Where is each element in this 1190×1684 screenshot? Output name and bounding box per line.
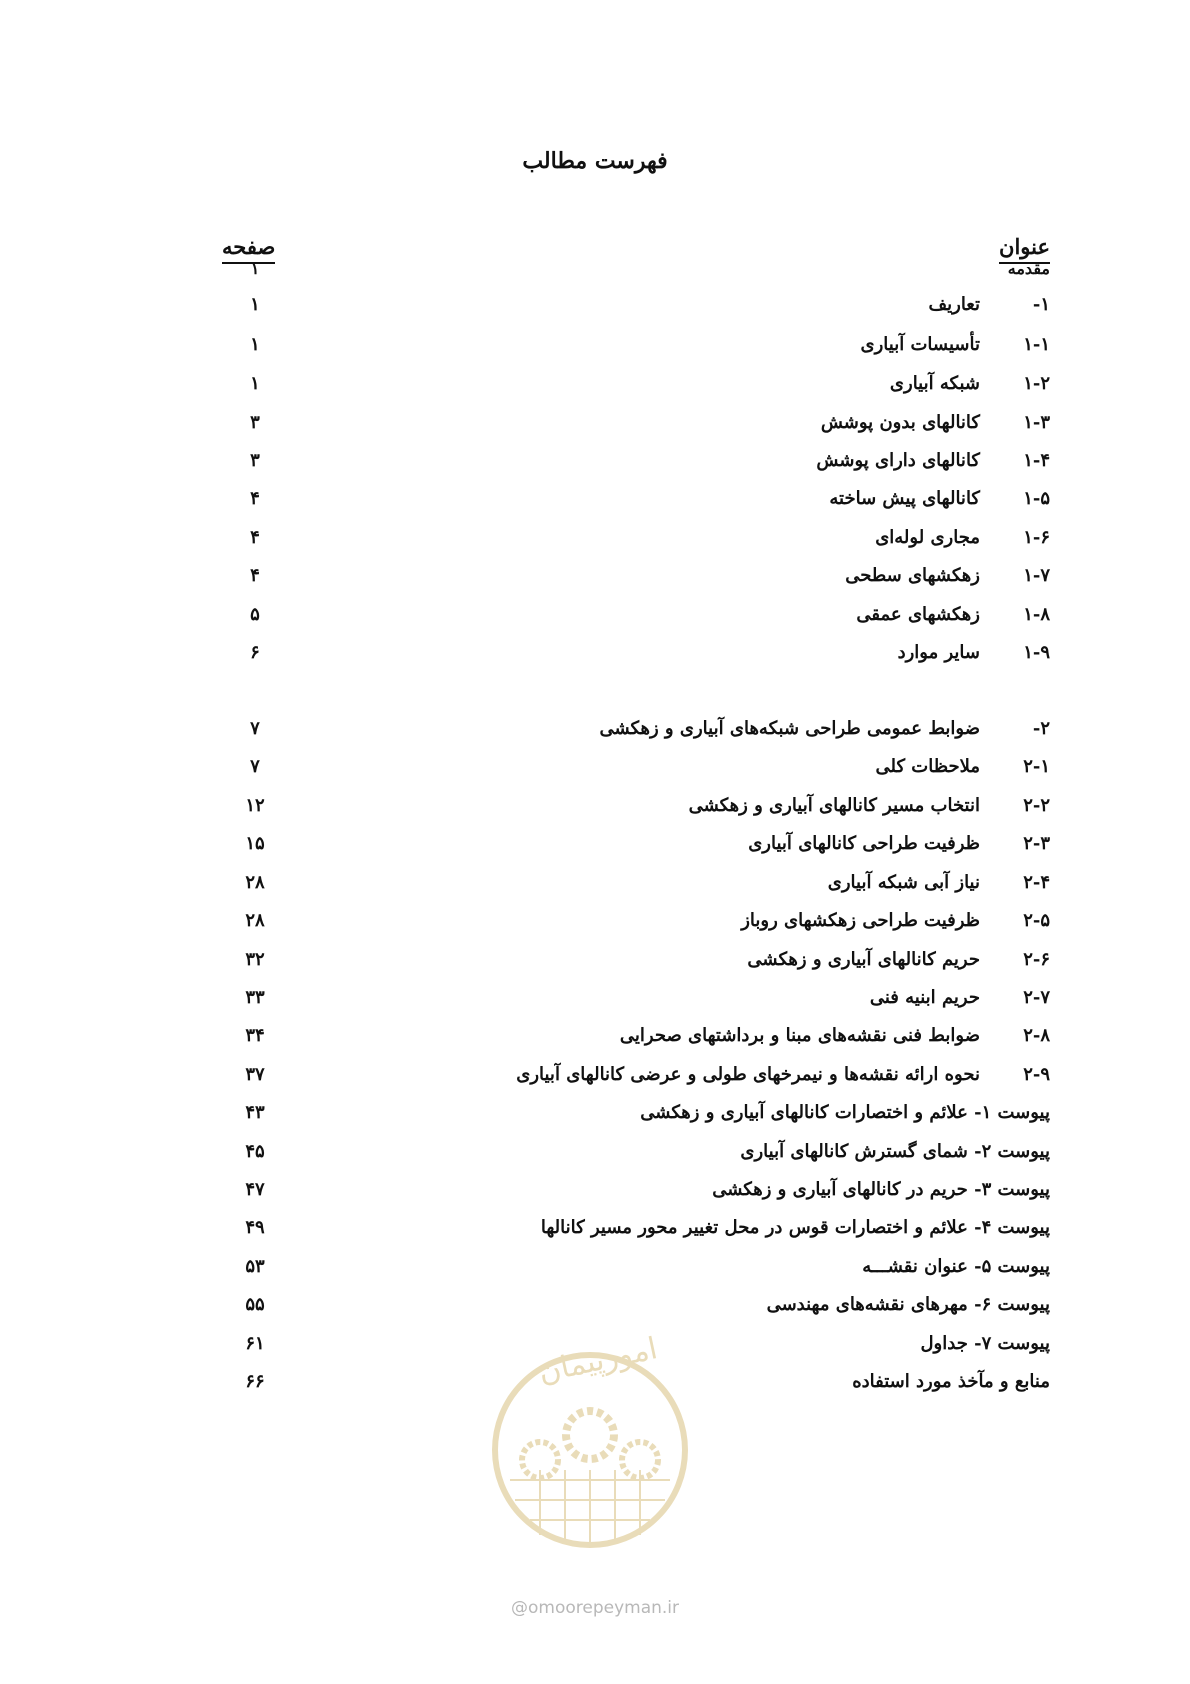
toc-entry-number: ۱-۶ xyxy=(1023,527,1050,548)
toc-entry[interactable] xyxy=(0,1060,1190,1090)
toc-entry-page: ۴ xyxy=(250,565,260,586)
toc-entry-number: ۱- xyxy=(1032,294,1050,315)
toc-entry-number: ۲-۴ xyxy=(1023,872,1050,893)
toc-appendix-title: پیوست ۷- جداول xyxy=(920,1333,1050,1354)
toc-entry[interactable] xyxy=(0,290,1190,320)
toc-entry-title: حریم ابنیه فنی xyxy=(869,987,980,1008)
toc-entry[interactable] xyxy=(0,523,1190,553)
toc-entry[interactable] xyxy=(0,561,1190,591)
toc-appendix-title: پیوست ۶- مهرهای نقشه‌های مهندسی xyxy=(766,1294,1050,1315)
toc-entry-number: ۲- xyxy=(1032,718,1050,739)
toc-appendix-page: ۵۳ xyxy=(245,1256,265,1277)
toc-entry[interactable] xyxy=(0,945,1190,975)
toc-appendix[interactable] xyxy=(0,1098,1190,1128)
toc-entry-title: تعاریف xyxy=(928,294,980,315)
toc-appendix[interactable] xyxy=(0,1252,1190,1282)
toc-entry-page: ۳۴ xyxy=(245,1025,265,1046)
toc-entry-number: ۲-۱ xyxy=(1023,756,1050,777)
toc-entry-page: ۱ xyxy=(250,294,260,315)
toc-entry-number: ۲-۶ xyxy=(1023,949,1050,970)
toc-entry-number: ۲-۲ xyxy=(1023,795,1050,816)
toc-entry-page: ۳۲ xyxy=(245,949,265,970)
toc-entry-number: ۲-۸ xyxy=(1023,1025,1050,1046)
toc-entry-title: شبکه آبیاری xyxy=(889,373,980,394)
toc-entry-number: ۱-۳ xyxy=(1023,412,1050,433)
toc-entry[interactable] xyxy=(0,408,1190,438)
toc-entry-page: ۶ xyxy=(250,642,260,663)
toc-entry-title: کانالهای دارای پوشش xyxy=(816,450,980,471)
title-column-header: عنوان xyxy=(999,234,1050,264)
toc-entry-title: انتخاب مسیر کانالهای آبیاری و زهکشی xyxy=(688,795,980,816)
toc-appendix-page: ۵۵ xyxy=(245,1294,265,1315)
toc-entry-title: ظرفیت طراحی کانالهای آبیاری xyxy=(748,833,980,854)
page-title: فهرست مطالب xyxy=(522,148,668,174)
toc-entry-title: حریم کانالهای آبیاری و زهکشی xyxy=(747,949,980,970)
toc-entry-page: ۳۷ xyxy=(245,1064,265,1085)
toc-intro-page: ۱ xyxy=(250,259,260,278)
toc-entry[interactable] xyxy=(0,484,1190,514)
toc-entry[interactable] xyxy=(0,791,1190,821)
toc-entry-page: ۱۲ xyxy=(245,795,265,816)
toc-appendix-page: ۴۷ xyxy=(245,1179,265,1200)
toc-entry-page: ۱ xyxy=(250,334,260,355)
toc-appendix[interactable] xyxy=(0,1213,1190,1243)
toc-appendix[interactable] xyxy=(0,1137,1190,1167)
toc-entry[interactable] xyxy=(0,868,1190,898)
toc-entry-page: ۲۸ xyxy=(245,910,265,931)
toc-entry-number: ۱-۸ xyxy=(1023,604,1050,625)
toc-entry-number: ۱-۲ xyxy=(1023,373,1050,394)
toc-entry-page: ۱۵ xyxy=(245,833,265,854)
toc-appendix-page: ۴۹ xyxy=(245,1217,265,1238)
toc-entry-title: ظرفیت طراحی زهکشهای روباز xyxy=(741,910,980,931)
toc-appendix-page: ۶۶ xyxy=(245,1371,265,1392)
toc-entry[interactable] xyxy=(0,983,1190,1013)
toc-entry[interactable] xyxy=(0,906,1190,936)
page-column-header: صفحه xyxy=(222,234,275,264)
watermark-url: @omoorepeyman.ir xyxy=(510,1598,680,1618)
toc-entry-page: ۷ xyxy=(250,756,260,777)
toc-entry-page: ۷ xyxy=(250,718,260,739)
toc-entry-page: ۱ xyxy=(250,373,260,394)
toc-entry-title: مجاری لوله‌ای xyxy=(875,527,980,548)
toc-entry-title: ضوابط فنی نقشه‌های مبنا و برداشتهای صحرایی xyxy=(619,1025,980,1046)
toc-entry[interactable] xyxy=(0,829,1190,859)
toc-entry-title: کانالهای پیش ساخته xyxy=(829,488,980,509)
toc-entry-page: ۴ xyxy=(250,527,260,548)
toc-entry-number: ۱-۵ xyxy=(1023,488,1050,509)
toc-entry-title: زهکشهای عمقی xyxy=(856,604,980,625)
toc-appendix-title: پیوست ۳- حریم در کانالهای آبیاری و زهکشی xyxy=(712,1179,1050,1200)
toc-entry-title: ضوابط عمومی طراحی شبکه‌های آبیاری و زهکشی xyxy=(599,718,980,739)
toc-entry[interactable] xyxy=(0,330,1190,360)
toc-entry[interactable] xyxy=(0,369,1190,399)
toc-entry[interactable] xyxy=(0,446,1190,476)
toc-intro-title: مقدمه xyxy=(1007,259,1050,278)
toc-entry-title: سایر موارد xyxy=(897,642,980,663)
toc-entry-page: ۲۸ xyxy=(245,872,265,893)
watermark-logo-text: امورپیمان xyxy=(535,1331,661,1391)
toc-entry-number: ۲-۳ xyxy=(1023,833,1050,854)
toc-entry[interactable] xyxy=(0,1021,1190,1051)
toc-entry-number: ۱-۱ xyxy=(1023,334,1050,355)
toc-entry[interactable] xyxy=(0,752,1190,782)
toc-entry-number: ۲-۵ xyxy=(1023,910,1050,931)
toc-appendix-title: پیوست ۴- علائم و اختصارات قوس در محل تغییر محور مسیر کانالها xyxy=(540,1217,1050,1238)
toc-entry-page: ۵ xyxy=(250,604,260,625)
toc-entry-number: ۲-۷ xyxy=(1023,987,1050,1008)
toc-appendix-title: پیوست ۵- عنوان نقشـــه xyxy=(862,1256,1050,1277)
toc-entry[interactable] xyxy=(0,600,1190,630)
toc-entry-page: ۴ xyxy=(250,488,260,509)
toc-entry-title: نحوه ارائه نقشه‌ها و نیمرخهای طولی و عرضی کانالهای آبیاری xyxy=(516,1064,980,1085)
toc-entry[interactable] xyxy=(0,638,1190,668)
toc-appendix[interactable] xyxy=(0,1175,1190,1205)
toc-appendix-title: پیوست ۲- شمای گسترش کانالهای آبیاری xyxy=(740,1141,1050,1162)
toc-entry-number: ۲-۹ xyxy=(1023,1064,1050,1085)
toc-entry-title: زهکشهای سطحی xyxy=(845,565,980,586)
toc-appendix-title: منابع و مآخذ مورد استفاده xyxy=(852,1371,1050,1392)
toc-entry[interactable] xyxy=(0,714,1190,744)
watermark-logo xyxy=(480,1330,720,1550)
toc-entry-title: نیاز آبی شبکه آبیاری xyxy=(827,872,980,893)
toc-entry-page: ۳ xyxy=(250,450,260,471)
toc-appendix-title: پیوست ۱- علائم و اختصارات کانالهای آبیاری و زهکشی xyxy=(640,1102,1050,1123)
toc-appendix[interactable] xyxy=(0,1290,1190,1320)
toc-entry-title: تأسیسات آبیاری xyxy=(860,334,980,355)
toc-entry-page: ۳ xyxy=(250,412,260,433)
toc-entry-number: ۱-۷ xyxy=(1023,565,1050,586)
toc-appendix-page: ۶۱ xyxy=(245,1333,265,1354)
toc-entry-title: کانالهای بدون پوشش xyxy=(820,412,980,433)
toc-appendix-page: ۴۳ xyxy=(245,1102,265,1123)
toc-appendix-page: ۴۵ xyxy=(245,1141,265,1162)
toc-intro-row[interactable] xyxy=(0,254,1190,284)
toc-entry-number: ۱-۹ xyxy=(1023,642,1050,663)
toc-entry-number: ۱-۴ xyxy=(1023,450,1050,471)
toc-entry-page: ۳۳ xyxy=(245,987,265,1008)
toc-entry-title: ملاحظات کلی xyxy=(875,756,980,777)
